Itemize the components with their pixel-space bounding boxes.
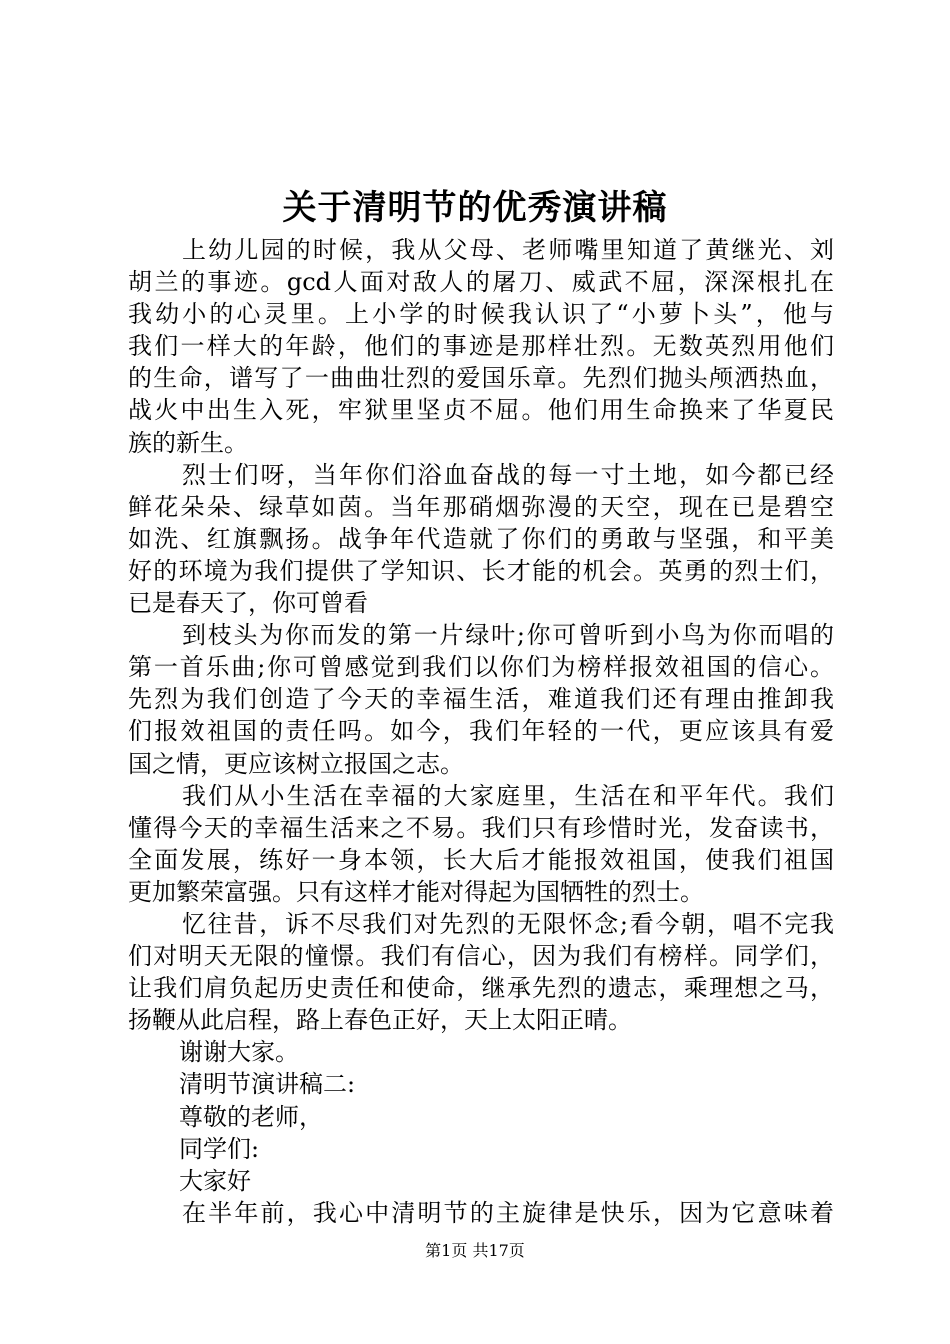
text-line: 到枝头为你而发的第一片绿叶;你可曾听到小鸟为你而唱的: [182, 621, 834, 650]
text-line: 我们从小生活在幸福的大家庭里，生活在和平年代。我们: [182, 781, 834, 810]
text-line: 忆往昔，诉不尽我们对先烈的无限怀念;看今朝，唱不完我: [182, 909, 834, 938]
text-line: 让我们肩负起历史责任和使命，继承先烈的遗志，乘理想之马，: [128, 974, 834, 1003]
text-line: 烈士们呀，当年你们浴血奋战的每一寸土地，如今都已经: [182, 460, 834, 489]
text-line: 如洗、红旗飘扬。战争年代造就了你们的勇敢与坚强，和平美: [128, 524, 834, 553]
text-line: 我幼小的心灵里。上小学的时候我认识了“小萝卜头”，他与: [128, 300, 834, 329]
text-line: 在半年前，我心中清明节的主旋律是快乐，因为它意味着: [182, 1198, 834, 1227]
text-line: 清明节演讲稿二:: [179, 1070, 356, 1099]
text-line: 战火中出生入死，牢狱里坚贞不屈。他们用生命换来了华夏民: [128, 396, 834, 425]
text-line: 第一首乐曲;你可曾感觉到我们以你们为榜样报效祖国的信心。: [128, 653, 834, 682]
text-line: 尊敬的老师，: [179, 1102, 323, 1131]
text-line: 的生命，谱写了一曲曲壮烈的爱国乐章。先烈们抛头颅洒热血，: [128, 364, 834, 393]
text-line: 先烈为我们创造了今天的幸福生活，难道我们还有理由推卸我: [128, 685, 834, 714]
text-line: 扬鞭从此启程，路上春色正好，天上太阳正晴。: [128, 1006, 632, 1035]
text-line: 鲜花朵朵、绿草如茵。当年那硝烟弥漫的天空，现在已是碧空: [128, 492, 834, 521]
text-line: 更加繁荣富强。只有这样才能对得起为国牺牲的烈士。: [128, 877, 704, 906]
text-line: 懂得今天的幸福生活来之不易。我们只有珍惜时光，发奋读书，: [128, 813, 834, 842]
text-line: 胡兰的事迹。gcd人面对敌人的屠刀、威武不屈，深深根扎在: [128, 268, 834, 297]
text-line: 族的新生。: [128, 428, 248, 457]
document-body: [128, 234, 834, 1229]
text-line: 国之情，更应该树立报国之志。: [128, 749, 464, 778]
text-line: 谢谢大家。: [179, 1038, 299, 1067]
page-footer: 第1页 共17页: [425, 1241, 525, 1260]
text-line: 大家好: [179, 1166, 251, 1195]
text-line: 上幼儿园的时候，我从父母、老师嘴里知道了黄继光、刘: [182, 236, 834, 264]
text-line: 已是春天了，你可曾看: [128, 589, 368, 618]
text-line: 全面发展，练好一身本领，长大后才能报效祖国，使我们祖国: [128, 845, 834, 874]
text-line: 我们一样大的年龄，他们的事迹是那样壮烈。无数英烈用他们: [128, 332, 834, 361]
text-line: 同学们:: [179, 1134, 260, 1163]
text-line: 们对明天无限的憧憬。我们有信心，因为我们有榜样。同学们，: [128, 942, 834, 971]
document-title: 关于清明节的优秀演讲稿: [282, 188, 668, 228]
text-line: 好的环境为我们提供了学知识、长才能的机会。英勇的烈士们，: [128, 556, 834, 585]
text-line: 们报效祖国的责任吗。如今，我们年轻的一代，更应该具有爱: [128, 717, 834, 746]
